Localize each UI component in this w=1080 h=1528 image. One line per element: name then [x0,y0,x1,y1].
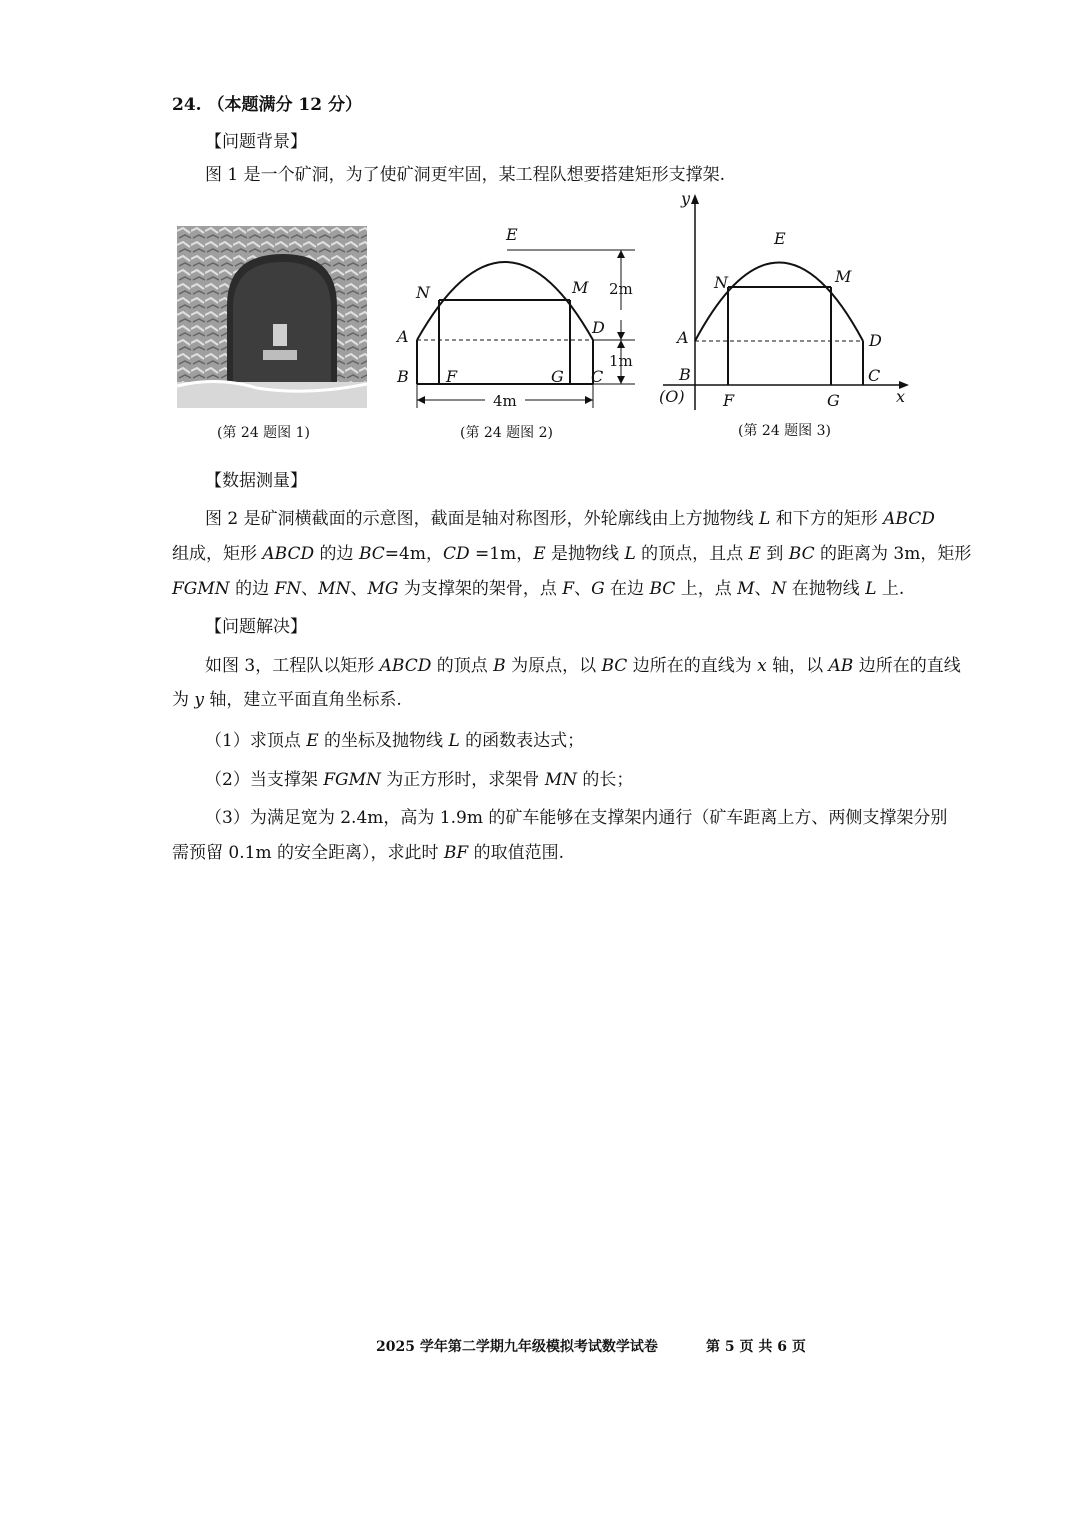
label-D: D [869,331,882,350]
mine-photo [177,226,367,408]
question-item-3-line-2: 需预留 0.1m 的安全距离），求此时 BF 的取值范围. [172,843,564,863]
label-x: x [896,387,906,406]
label-O: (O) [659,387,685,406]
label-N: N [416,283,430,302]
label-E: E [774,229,786,248]
dim-4m: 4m [493,392,517,410]
section-solve-title: 【问题解决】 [205,617,307,637]
label-E: E [506,225,518,244]
background-text: 图 1 是一个矿洞，为了使矿洞更牢固，某工程队想要搭建矩形支撑架. [205,165,726,185]
label-N: N [714,273,728,292]
question-item-3-line-1: （3）为满足宽为 2.4m，高为 1.9m 的矿车能够在支撑架内通行（矿车距离上方、两侧支撑架分别 [205,808,948,828]
label-C: C [591,367,604,386]
label-M: M [835,267,852,286]
dim-2m: 2m [609,280,633,298]
section-background-title: 【问题背景】 [205,132,307,152]
question-number: 24. [172,95,202,115]
dim-1m: 1m [609,352,633,370]
label-G: G [827,391,840,410]
section-measure-title: 【数据测量】 [205,471,307,491]
label-A: A [397,327,409,346]
fig3-caption: (第 24 题图 3) [738,423,831,439]
fig2-caption: (第 24 题图 2) [460,425,553,441]
label-y: y [681,189,691,208]
fig1-caption: (第 24 题图 1) [217,425,310,441]
label-G: G [551,367,564,386]
solve-line-1: 如图 3，工程队以矩形 ABCD 的顶点 B 为原点，以 BC 边所在的直线为 x 轴，以 AB 边所在的直线 [205,656,961,676]
label-B: B [397,367,409,386]
footer-exam-title: 2025 学年第二学期九年级模拟考试数学试卷 [376,1339,658,1355]
measure-line-3: FGMN 的边 FN、MN、MG 为支撑架的架骨，点 F、G 在边 BC 上，点 M、N 在抛物线 L 上. [172,579,905,599]
solve-line-2: 为 y 轴，建立平面直角坐标系. [172,690,402,710]
label-F: F [723,391,735,410]
question-item-1: （1）求顶点 E 的坐标及抛物线 L 的函数表达式； [205,731,585,751]
label-C: C [868,366,881,385]
label-A: A [677,328,689,347]
figure-3-diagram [655,188,915,413]
measure-line-1: 图 2 是矿洞横截面的示意图，截面是轴对称图形，外轮廓线由上方抛物线 L 和下方的矩形 ABCD [205,509,935,529]
question-score: （本题满分 12 分） [207,95,362,115]
label-D: D [592,318,605,337]
label-B: B [679,365,691,384]
question-item-2: （2）当支撑架 FGMN 为正方形时，求架骨 MN 的长； [205,770,634,790]
label-F: F [446,367,458,386]
figure-2-diagram [385,218,655,418]
label-M: M [572,278,589,297]
footer-page-number: 第 5 页 共 6 页 [706,1339,806,1355]
question-header [172,93,362,117]
measure-line-2: 组成，矩形 ABCD 的边 BC=4m，CD =1m，E 是抛物线 L 的顶点，且点 E 到 BC 的距离为 3m，矩形 [172,544,972,564]
